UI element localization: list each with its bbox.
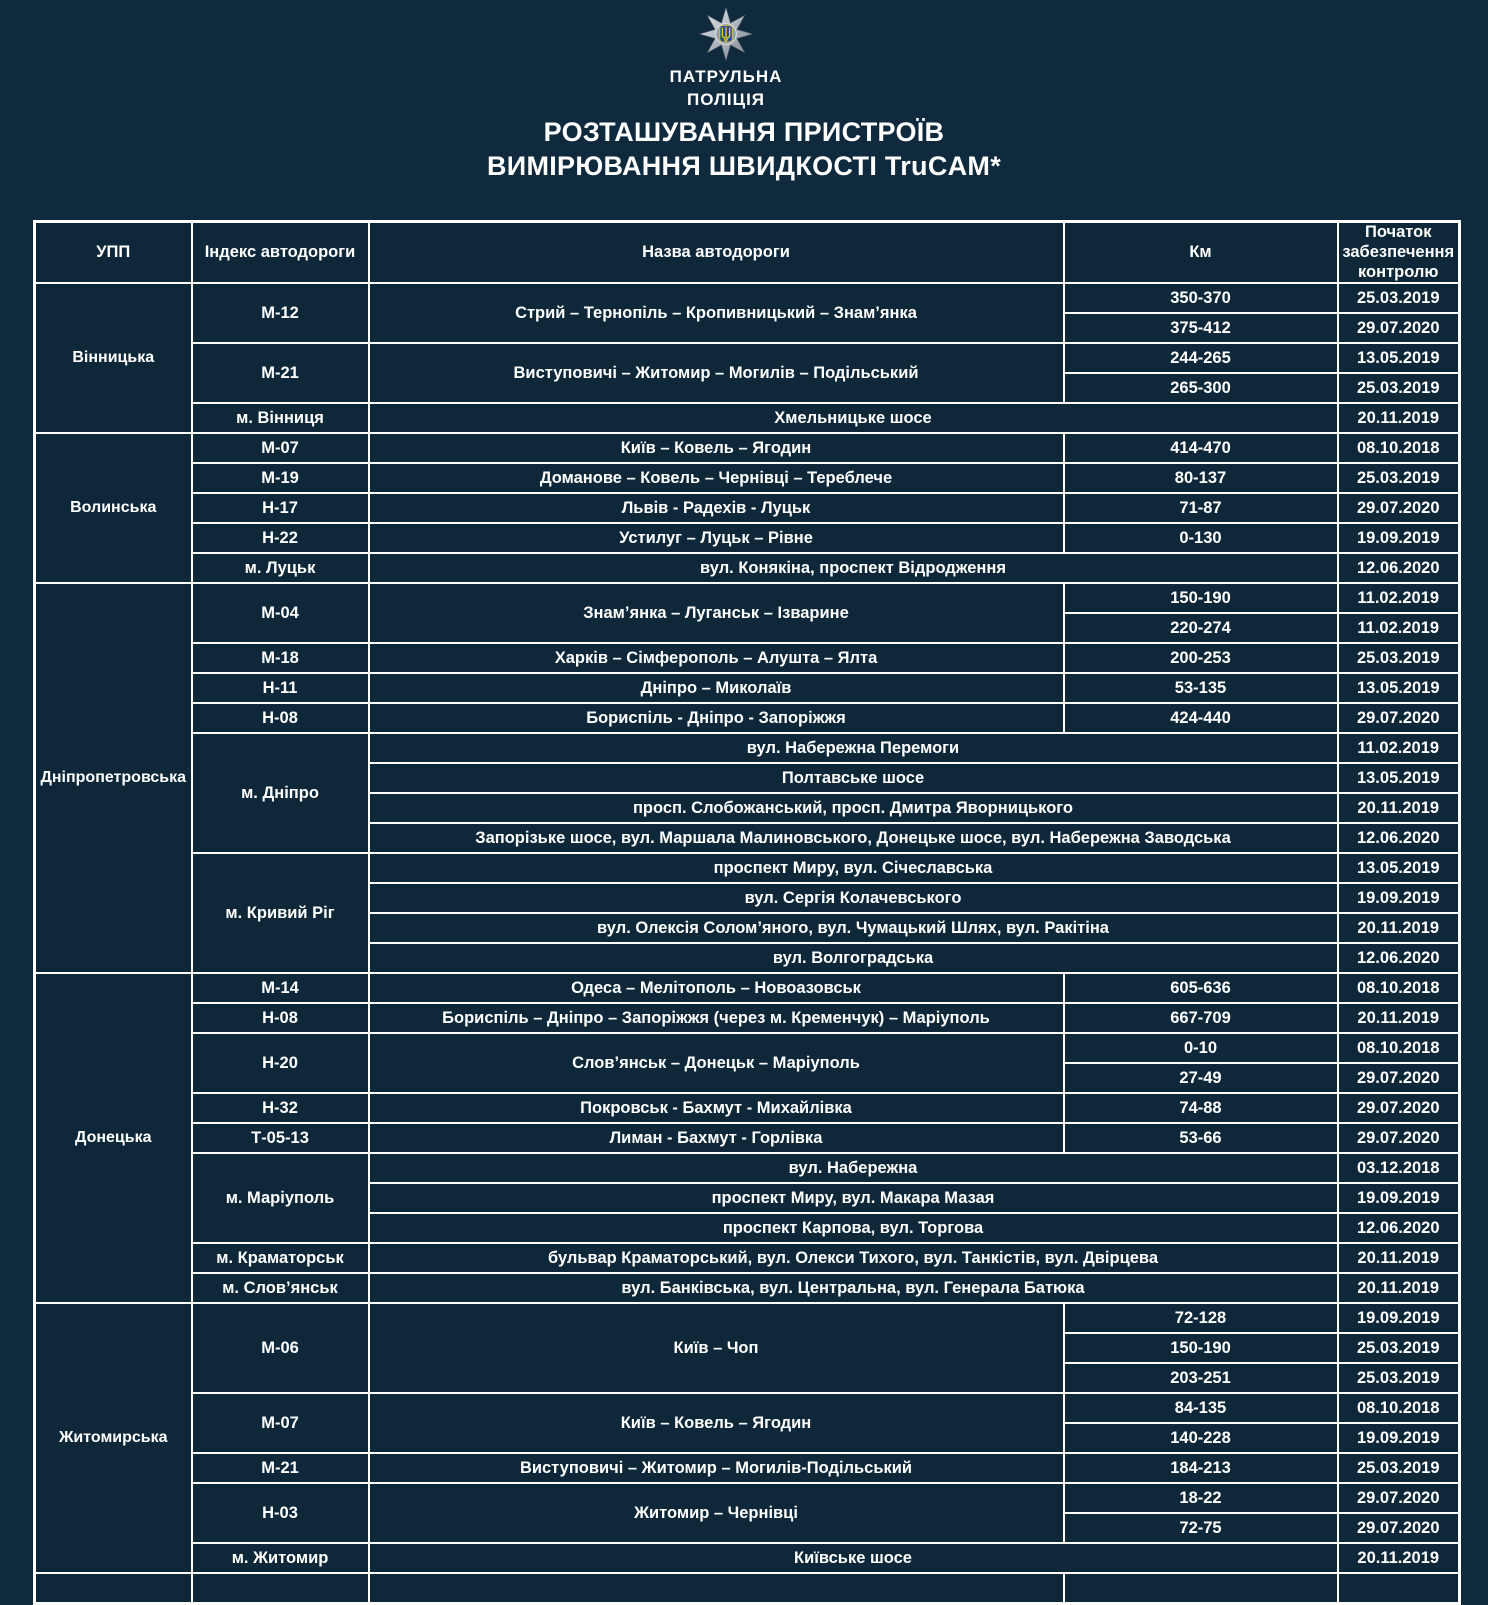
date-cell: 19.09.2019 — [1338, 883, 1460, 913]
km-cell: 0-10 — [1064, 1033, 1338, 1063]
date-cell: 03.12.2018 — [1338, 1153, 1460, 1183]
police-badge-logo — [698, 6, 754, 62]
table-row — [35, 283, 1460, 313]
road-index-cell: м. Маріуполь — [192, 1153, 369, 1243]
table-header-row — [35, 222, 1460, 284]
km-cell — [1064, 1573, 1338, 1603]
date-cell: 11.02.2019 — [1338, 733, 1460, 763]
region-cell: Вінницька — [35, 283, 192, 433]
road-index-cell: Н-22 — [192, 523, 369, 553]
col-header-km: Км — [1064, 222, 1338, 284]
table-row — [35, 1273, 1460, 1303]
date-cell: 29.07.2020 — [1338, 313, 1460, 343]
date-cell: 25.03.2019 — [1338, 643, 1460, 673]
street-name-cell: вул. Конякіна, проспект Відродження — [369, 553, 1338, 583]
col-header-upp: УПП — [35, 222, 192, 284]
region-cell: Донецька — [35, 973, 192, 1303]
date-cell: 19.09.2019 — [1338, 1183, 1460, 1213]
km-cell: 74-88 — [1064, 1093, 1338, 1123]
table-row — [35, 343, 1460, 373]
km-cell: 27-49 — [1064, 1063, 1338, 1093]
org-name-line1: ПАТРУЛЬНА — [669, 67, 783, 86]
street-name-cell: просп. Слобожанський, просп. Дмитра Яворницького — [369, 793, 1338, 823]
region-cell — [35, 1573, 192, 1603]
table-row — [35, 1453, 1460, 1483]
road-name-cell: Лиман - Бахмут - Горлівка — [369, 1123, 1064, 1153]
table-row — [35, 1483, 1460, 1513]
km-cell: 80-137 — [1064, 463, 1338, 493]
date-cell: 20.11.2019 — [1338, 1003, 1460, 1033]
km-cell: 18-22 — [1064, 1483, 1338, 1513]
table-row — [35, 1153, 1460, 1183]
table-row — [35, 973, 1460, 1003]
date-cell: 12.06.2020 — [1338, 823, 1460, 853]
table-row — [35, 1033, 1460, 1063]
table-row — [35, 523, 1460, 553]
km-cell: 414-470 — [1064, 433, 1338, 463]
date-cell: 29.07.2020 — [1338, 1063, 1460, 1093]
km-cell: 72-128 — [1064, 1303, 1338, 1333]
street-name-cell: проспект Миру, вул. Макара Мазая — [369, 1183, 1338, 1213]
km-cell: 53-66 — [1064, 1123, 1338, 1153]
road-name-cell: Стрий – Тернопіль – Кропивницький – Знам’янка — [369, 283, 1064, 343]
km-cell: 605-636 — [1064, 973, 1338, 1003]
road-name-cell: Київ – Ковель – Ягодин — [369, 433, 1064, 463]
km-cell: 244-265 — [1064, 343, 1338, 373]
km-cell: 84-135 — [1064, 1393, 1338, 1423]
street-name-cell: проспект Миру, вул. Січеславська — [369, 853, 1338, 883]
km-cell: 0-130 — [1064, 523, 1338, 553]
org-name-line2: ПОЛІЦІЯ — [686, 89, 766, 109]
col-header-control-start: Початок забезпечення контролю — [1338, 222, 1460, 284]
street-name-cell: вул. Банківська, вул. Центральна, вул. Генерала Батюка — [369, 1273, 1338, 1303]
date-cell: 29.07.2020 — [1338, 703, 1460, 733]
table-row — [35, 1003, 1460, 1033]
date-cell: 20.11.2019 — [1338, 403, 1460, 433]
col-header-road-name: Назва автодороги — [369, 222, 1064, 284]
road-index-cell — [192, 1573, 369, 1603]
road-index-cell: М-19 — [192, 463, 369, 493]
street-name-cell: вул. Олексія Солом’яного, вул. Чумацький Шлях, вул. Ракітіна — [369, 913, 1338, 943]
road-index-cell: м. Дніпро — [192, 733, 369, 853]
km-cell: 140-228 — [1064, 1423, 1338, 1453]
km-cell: 200-253 — [1064, 643, 1338, 673]
date-cell: 29.07.2020 — [1338, 1123, 1460, 1153]
km-cell: 350-370 — [1064, 283, 1338, 313]
street-name-cell: проспект Карпова, вул. Торгова — [369, 1213, 1338, 1243]
region-cell: Волинська — [35, 433, 192, 583]
region-cell: Житомирська — [35, 1303, 192, 1573]
road-name-cell: Дніпро – Миколаїв — [369, 673, 1064, 703]
date-cell: 25.03.2019 — [1338, 1363, 1460, 1393]
km-cell: 265-300 — [1064, 373, 1338, 403]
date-cell: 29.07.2020 — [1338, 1093, 1460, 1123]
trucam-locations-table — [33, 220, 1461, 1605]
table-row — [35, 673, 1460, 703]
road-name-cell: Виступовичі – Житомир – Могилів-Подільський — [369, 1453, 1064, 1483]
road-index-cell: Н-11 — [192, 673, 369, 703]
street-name-cell: Хмельницьке шосе — [369, 403, 1338, 433]
km-cell: 424-440 — [1064, 703, 1338, 733]
street-name-cell: Полтавське шосе — [369, 763, 1338, 793]
km-cell: 375-412 — [1064, 313, 1338, 343]
page-title — [0, 116, 1488, 184]
col-header-road-index: Індекс автодороги — [192, 222, 369, 284]
date-cell: 20.11.2019 — [1338, 1243, 1460, 1273]
table-row — [35, 703, 1460, 733]
table-row — [35, 1123, 1460, 1153]
road-index-cell: м. Житомир — [192, 1543, 369, 1573]
km-cell: 71-87 — [1064, 493, 1338, 523]
road-index-cell: М-07 — [192, 433, 369, 463]
km-cell: 53-135 — [1064, 673, 1338, 703]
road-index-cell: М-21 — [192, 1453, 369, 1483]
date-cell: 25.03.2019 — [1338, 1333, 1460, 1363]
street-name-cell: вул. Набережна — [369, 1153, 1338, 1183]
date-cell — [1338, 1573, 1460, 1603]
km-cell: 184-213 — [1064, 1453, 1338, 1483]
road-index-cell: М-14 — [192, 973, 369, 1003]
road-index-cell: Н-08 — [192, 703, 369, 733]
table-row — [35, 493, 1460, 523]
street-name-cell: бульвар Краматорський, вул. Олекси Тихого, вул. Танкістів, вул. Двірцева — [369, 1243, 1338, 1273]
table-row — [35, 1093, 1460, 1123]
date-cell: 29.07.2020 — [1338, 1513, 1460, 1543]
road-index-cell: Н-08 — [192, 1003, 369, 1033]
date-cell: 13.05.2019 — [1338, 673, 1460, 703]
date-cell: 25.03.2019 — [1338, 463, 1460, 493]
km-cell: 220-274 — [1064, 613, 1338, 643]
street-name-cell: вул. Волгоградська — [369, 943, 1338, 973]
date-cell: 20.11.2019 — [1338, 913, 1460, 943]
date-cell: 12.06.2020 — [1338, 1213, 1460, 1243]
date-cell: 25.03.2019 — [1338, 283, 1460, 313]
road-name-cell: Львів - Радехів - Луцьк — [369, 493, 1064, 523]
street-name-cell: вул. Сергія Колачевського — [369, 883, 1338, 913]
table-body — [35, 283, 1460, 1603]
road-index-cell: М-18 — [192, 643, 369, 673]
road-name-cell: Бориспіль - Дніпро - Запоріжжя — [369, 703, 1064, 733]
km-cell: 150-190 — [1064, 1333, 1338, 1363]
road-name-cell — [369, 1573, 1064, 1603]
road-index-cell: М-12 — [192, 283, 369, 343]
header-block — [0, 6, 1470, 112]
road-index-cell: м. Слов’янськ — [192, 1273, 369, 1303]
road-index-cell: М-06 — [192, 1303, 369, 1393]
date-cell: 08.10.2018 — [1338, 973, 1460, 1003]
date-cell: 29.07.2020 — [1338, 1483, 1460, 1513]
table-row — [35, 643, 1460, 673]
table-row — [35, 403, 1460, 433]
table-row — [35, 463, 1460, 493]
road-name-cell: Одеса – Мелітополь – Новоазовськ — [369, 973, 1064, 1003]
date-cell: 19.09.2019 — [1338, 523, 1460, 553]
road-name-cell: Доманове – Ковель – Чернівці – Тереблече — [369, 463, 1064, 493]
table-row — [35, 1543, 1460, 1573]
page-title-line2: ВИМІРЮВАННЯ ШВИДКОСТІ TruCAM* — [486, 150, 1002, 181]
region-cell: Дніпропетровська — [35, 583, 192, 973]
date-cell: 08.10.2018 — [1338, 1393, 1460, 1423]
road-index-cell: Н-32 — [192, 1093, 369, 1123]
table-row — [35, 1393, 1460, 1423]
date-cell: 25.03.2019 — [1338, 373, 1460, 403]
table-row — [35, 1303, 1460, 1333]
street-name-cell: Запорізьке шосе, вул. Маршала Малиновського, Донецьке шосе, вул. Набережна Заводська — [369, 823, 1338, 853]
date-cell: 13.05.2019 — [1338, 343, 1460, 373]
date-cell: 12.06.2020 — [1338, 943, 1460, 973]
road-name-cell: Устилуг – Луцьк – Рівне — [369, 523, 1064, 553]
table-row — [35, 583, 1460, 613]
date-cell: 08.10.2018 — [1338, 433, 1460, 463]
date-cell: 29.07.2020 — [1338, 493, 1460, 523]
km-cell: 203-251 — [1064, 1363, 1338, 1393]
date-cell: 13.05.2019 — [1338, 853, 1460, 883]
table-row — [35, 733, 1460, 763]
road-name-cell: Слов’янськ – Донецьк – Маріуполь — [369, 1033, 1064, 1093]
date-cell: 20.11.2019 — [1338, 793, 1460, 823]
date-cell: 19.09.2019 — [1338, 1423, 1460, 1453]
road-name-cell: Київ – Ковель – Ягодин — [369, 1393, 1064, 1453]
road-name-cell: Покровськ - Бахмут - Михайлівка — [369, 1093, 1064, 1123]
table-row — [35, 1243, 1460, 1273]
road-index-cell: Т-05-13 — [192, 1123, 369, 1153]
date-cell: 11.02.2019 — [1338, 613, 1460, 643]
road-index-cell: М-04 — [192, 583, 369, 643]
road-index-cell: м. Краматорськ — [192, 1243, 369, 1273]
road-name-cell: Знам’янка – Луганськ – Ізварине — [369, 583, 1064, 643]
road-name-cell: Житомир – Чернівці — [369, 1483, 1064, 1543]
road-index-cell: Н-03 — [192, 1483, 369, 1543]
road-name-cell: Харків – Сімферополь – Алушта – Ялта — [369, 643, 1064, 673]
road-index-cell: м. Луцьк — [192, 553, 369, 583]
road-name-cell: Київ – Чоп — [369, 1303, 1064, 1393]
page-title-line1: РОЗТАШУВАННЯ ПРИСТРОЇВ — [543, 117, 945, 147]
road-index-cell: М-07 — [192, 1393, 369, 1453]
date-cell: 20.11.2019 — [1338, 1273, 1460, 1303]
date-cell: 13.05.2019 — [1338, 763, 1460, 793]
road-index-cell: м. Вінниця — [192, 403, 369, 433]
road-index-cell: М-21 — [192, 343, 369, 403]
road-index-cell: м. Кривий Ріг — [192, 853, 369, 973]
date-cell: 20.11.2019 — [1338, 1543, 1460, 1573]
table-row — [35, 433, 1460, 463]
table-row — [35, 853, 1460, 883]
date-cell: 08.10.2018 — [1338, 1033, 1460, 1063]
table-row — [35, 553, 1460, 583]
org-name — [670, 66, 783, 112]
street-name-cell: Київське шосе — [369, 1543, 1338, 1573]
street-name-cell: вул. Набережна Перемоги — [369, 733, 1338, 763]
table-row-partial — [35, 1573, 1460, 1603]
trident-icon — [720, 26, 732, 42]
road-name-cell: Виступовичі – Житомир – Могилів – Подільський — [369, 343, 1064, 403]
road-index-cell: Н-20 — [192, 1033, 369, 1093]
date-cell: 25.03.2019 — [1338, 1453, 1460, 1483]
km-cell: 150-190 — [1064, 583, 1338, 613]
date-cell: 12.06.2020 — [1338, 553, 1460, 583]
date-cell: 11.02.2019 — [1338, 583, 1460, 613]
date-cell: 19.09.2019 — [1338, 1303, 1460, 1333]
road-name-cell: Бориспіль – Дніпро – Запоріжжя (через м. Кременчук) – Маріуполь — [369, 1003, 1064, 1033]
road-index-cell: Н-17 — [192, 493, 369, 523]
km-cell: 72-75 — [1064, 1513, 1338, 1543]
km-cell: 667-709 — [1064, 1003, 1338, 1033]
